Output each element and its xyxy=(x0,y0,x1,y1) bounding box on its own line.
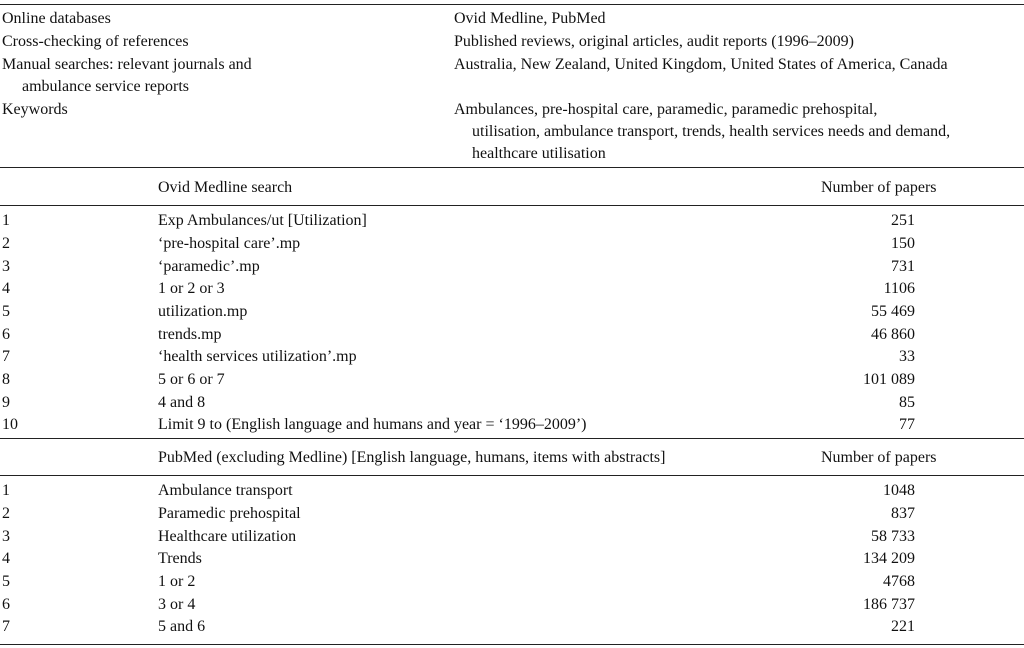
label-manual-searches-line2: ambulance service reports xyxy=(22,78,190,95)
paper-count: 1048 xyxy=(883,482,915,499)
search-term: Limit 9 to (English language and humans and year = ‘1996–2009’) xyxy=(158,416,587,433)
search-term: 3 or 4 xyxy=(158,596,196,613)
search-term: 5 or 6 or 7 xyxy=(158,371,225,388)
label-manual-searches-line1: Manual searches: relevant journals and xyxy=(2,56,252,73)
value-keywords-line2: utilisation, ambulance transport, trends, health services needs and demand, xyxy=(472,123,951,140)
search-term: 1 or 2 or 3 xyxy=(158,280,225,297)
pubmed-section-heading: PubMed (excluding Medline) [English language, humans, items with abstracts] xyxy=(158,449,666,466)
row-number: 2 xyxy=(2,505,10,522)
row-number: 7 xyxy=(2,348,10,365)
search-term: 4 and 8 xyxy=(158,394,206,411)
row-number: 6 xyxy=(2,326,10,343)
value-keywords-line3: healthcare utilisation xyxy=(472,145,606,162)
row-number: 3 xyxy=(2,528,10,545)
row-number: 6 xyxy=(2,596,10,613)
label-keywords: Keywords xyxy=(2,101,68,118)
value-cross-checking: Published reviews, original articles, audit reports (1996–2009) xyxy=(454,33,854,50)
header-bottom-rule xyxy=(0,167,1024,168)
ovid-section-heading: Ovid Medline search xyxy=(158,179,293,196)
ovid-heading-rule xyxy=(0,205,1024,206)
row-number: 4 xyxy=(2,280,10,297)
paper-count: 77 xyxy=(899,416,915,433)
search-term: Paramedic prehospital xyxy=(158,505,301,522)
search-term: Healthcare utilization xyxy=(158,528,297,545)
row-number: 1 xyxy=(2,482,10,499)
row-number: 3 xyxy=(2,258,10,275)
top-rule xyxy=(0,4,1024,5)
paper-count: 837 xyxy=(891,505,915,522)
row-number: 8 xyxy=(2,371,10,388)
search-term: 5 and 6 xyxy=(158,618,206,635)
search-term: ‘paramedic’.mp xyxy=(158,258,260,275)
search-term: Trends xyxy=(158,550,202,567)
value-keywords-line1: Ambulances, pre-hospital care, paramedic, paramedic prehospital, xyxy=(454,101,878,118)
row-number: 1 xyxy=(2,212,10,229)
pubmed-heading-rule xyxy=(0,475,1024,476)
paper-count: 4768 xyxy=(883,573,915,590)
ovid-count-heading: Number of papers xyxy=(821,179,937,196)
search-term: Ambulance transport xyxy=(158,482,293,499)
search-term: ‘pre-hospital care’.mp xyxy=(158,235,301,252)
row-number: 9 xyxy=(2,394,10,411)
paper-count: 46 860 xyxy=(871,326,915,343)
row-number: 5 xyxy=(2,303,10,320)
row-number: 10 xyxy=(2,416,18,433)
search-term: utilization.mp xyxy=(158,303,248,320)
paper-count: 101 089 xyxy=(863,371,915,388)
paper-count: 85 xyxy=(899,394,915,411)
search-term: 1 or 2 xyxy=(158,573,196,590)
value-online-databases: Ovid Medline, PubMed xyxy=(454,10,606,27)
label-cross-checking: Cross-checking of references xyxy=(2,33,189,50)
row-number: 7 xyxy=(2,618,10,635)
search-term: Exp Ambulances/ut [Utilization] xyxy=(158,212,367,229)
paper-count: 150 xyxy=(891,235,915,252)
pubmed-count-heading: Number of papers xyxy=(821,449,937,466)
paper-count: 1106 xyxy=(883,280,915,297)
row-number: 2 xyxy=(2,235,10,252)
paper-count: 251 xyxy=(891,212,915,229)
search-term: ‘health services utilization’.mp xyxy=(158,348,357,365)
paper-count: 33 xyxy=(899,348,915,365)
paper-count: 55 469 xyxy=(871,303,915,320)
table-bottom-rule xyxy=(0,644,1024,645)
row-number: 4 xyxy=(2,550,10,567)
label-online-databases: Online databases xyxy=(2,10,111,27)
paper-count: 186 737 xyxy=(863,596,915,613)
paper-count: 58 733 xyxy=(871,528,915,545)
search-term: trends.mp xyxy=(158,326,222,343)
paper-count: 731 xyxy=(891,258,915,275)
paper-count: 221 xyxy=(891,618,915,635)
ovid-bottom-rule xyxy=(0,438,1024,439)
value-manual-searches: Australia, New Zealand, United Kingdom, United States of America, Canada xyxy=(454,56,948,73)
paper-count: 134 209 xyxy=(863,550,915,567)
row-number: 5 xyxy=(2,573,10,590)
